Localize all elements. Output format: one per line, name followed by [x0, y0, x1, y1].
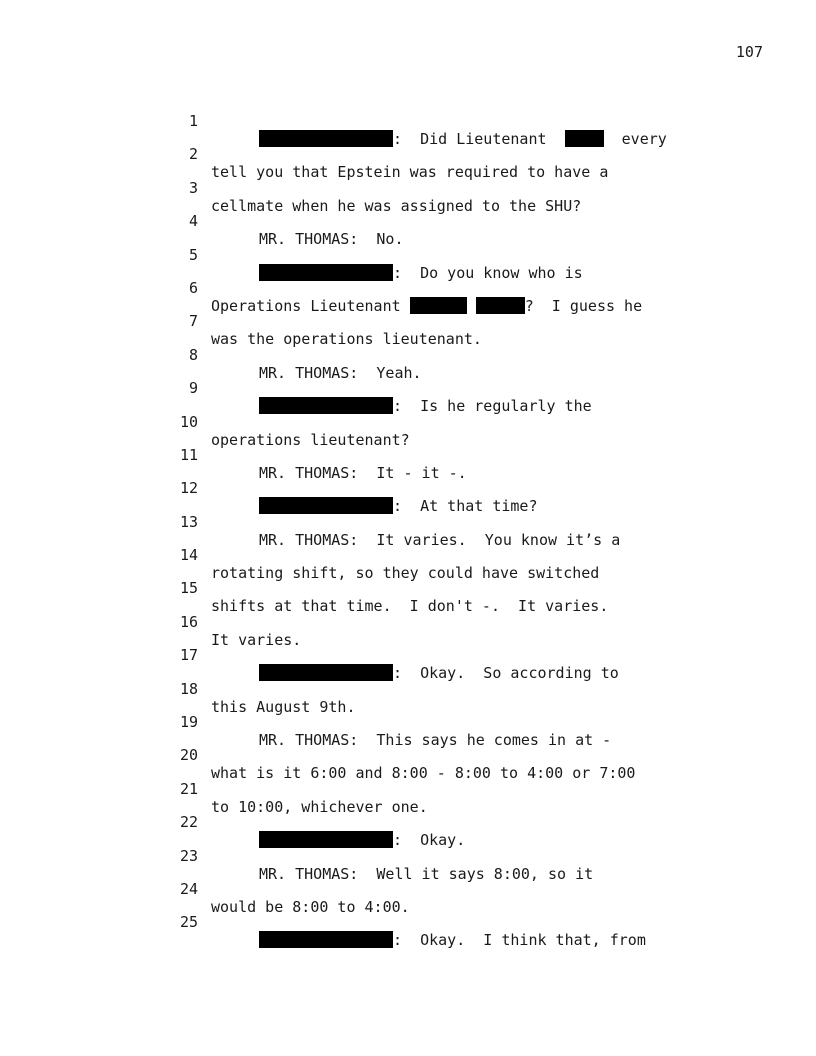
- line-text: MR. THOMAS: Well it says 8:00, so it: [259, 864, 594, 883]
- line-number: 13: [179, 512, 198, 531]
- transcript-line: [0, 294, 816, 349]
- line-number: 3: [188, 178, 198, 197]
- line-text: cellmate when he was assigned to the SHU?: [211, 196, 582, 215]
- line-number: 9: [188, 379, 198, 398]
- line-number: 25: [179, 913, 198, 932]
- line-text: [259, 931, 646, 949]
- transcript-line: [0, 795, 816, 850]
- line-number: 20: [179, 746, 198, 765]
- transcript-line: [0, 461, 816, 516]
- line-number: 7: [188, 312, 198, 331]
- transcript-line: [0, 161, 816, 215]
- line-number: 2: [188, 145, 198, 164]
- line-number: 5: [188, 245, 198, 264]
- redaction-box: [259, 931, 393, 948]
- transcript-line: [0, 628, 816, 683]
- transcript-line: [0, 261, 816, 315]
- transcript-line: [0, 662, 816, 716]
- line-text-segment: ? I guess he: [524, 296, 643, 315]
- page-number: 107: [735, 43, 763, 61]
- line-text: MR. THOMAS: This says he comes in at -: [259, 731, 612, 750]
- line-number: 14: [179, 546, 198, 565]
- line-number: 17: [179, 646, 198, 665]
- line-text-segment: : Okay. So according to: [393, 664, 619, 683]
- line-number: 23: [179, 846, 198, 865]
- line-number: 15: [179, 579, 198, 598]
- line-number: 24: [179, 879, 198, 898]
- transcript-line: [0, 127, 816, 182]
- line-text: tell you that Epstein was required to have a: [211, 163, 609, 182]
- transcript-line: [0, 728, 816, 783]
- line-text-segment: : Is he regularly the: [393, 397, 592, 416]
- line-text: was the operations lieutenant.: [211, 330, 482, 349]
- line-text-segment: : At that time?: [393, 497, 538, 516]
- line-number: 1: [188, 112, 198, 130]
- transcript-line: [0, 361, 816, 416]
- transcript-line: [0, 395, 816, 449]
- line-text: MR. THOMAS: It - it -.: [259, 463, 467, 482]
- line-number: 19: [179, 713, 198, 732]
- line-number: 11: [179, 445, 198, 464]
- transcript-line: [0, 328, 816, 382]
- line-text: this August 9th.: [211, 697, 356, 716]
- line-text: operations lieutenant?: [211, 430, 410, 449]
- line-text-segment: : Do you know who is: [393, 263, 583, 282]
- transcript-line: [0, 528, 816, 583]
- transcript-line: [0, 495, 816, 549]
- transcript-line: [0, 829, 816, 883]
- transcript-line: [0, 595, 816, 649]
- transcript-line: [0, 194, 816, 249]
- transcript-line: [0, 895, 816, 950]
- transcript-line: [0, 428, 816, 482]
- line-number: 22: [179, 813, 198, 832]
- line-text: to 10:00, whichever one.: [211, 797, 428, 816]
- line-number: 12: [179, 479, 198, 498]
- line-number: 16: [179, 612, 198, 631]
- line-text: rotating shift, so they could have switched: [211, 564, 600, 583]
- line-text: MR. THOMAS: No.: [259, 230, 404, 249]
- transcript-line: [0, 862, 816, 916]
- transcript-line: [0, 561, 816, 616]
- line-text: MR. THOMAS: It varies. You know it’s a: [259, 530, 621, 549]
- line-text: would be 8:00 to 4:00.: [211, 897, 410, 916]
- transcript: [0, 94, 816, 950]
- line-text: MR. THOMAS: Yeah.: [259, 363, 422, 382]
- line-text-segment: every: [621, 130, 667, 148]
- transcript-line: [0, 695, 816, 750]
- line-text-segment: : Okay. I think that, from: [393, 931, 646, 950]
- line-text: what is it 6:00 and 8:00 - 8:00 to 4:00 or 7:00: [211, 764, 636, 783]
- line-text-segment: : Okay.: [393, 831, 466, 850]
- line-text-segment: Operations Lieutenant: [211, 296, 401, 315]
- line-number: 21: [179, 779, 198, 798]
- line-text: It varies.: [211, 630, 302, 649]
- transcript-line: [0, 762, 816, 816]
- line-text: shifts at that time. I don't -. It varies.: [211, 597, 609, 616]
- line-number: 10: [179, 412, 198, 431]
- line-number: 18: [179, 679, 198, 698]
- transcript-line: [0, 94, 816, 148]
- line-text-segment: : Did Lieutenant: [393, 130, 547, 148]
- line-number: 4: [188, 212, 198, 231]
- line-number: 6: [188, 278, 198, 297]
- transcript-line: [0, 228, 816, 282]
- line-number: 8: [188, 345, 198, 364]
